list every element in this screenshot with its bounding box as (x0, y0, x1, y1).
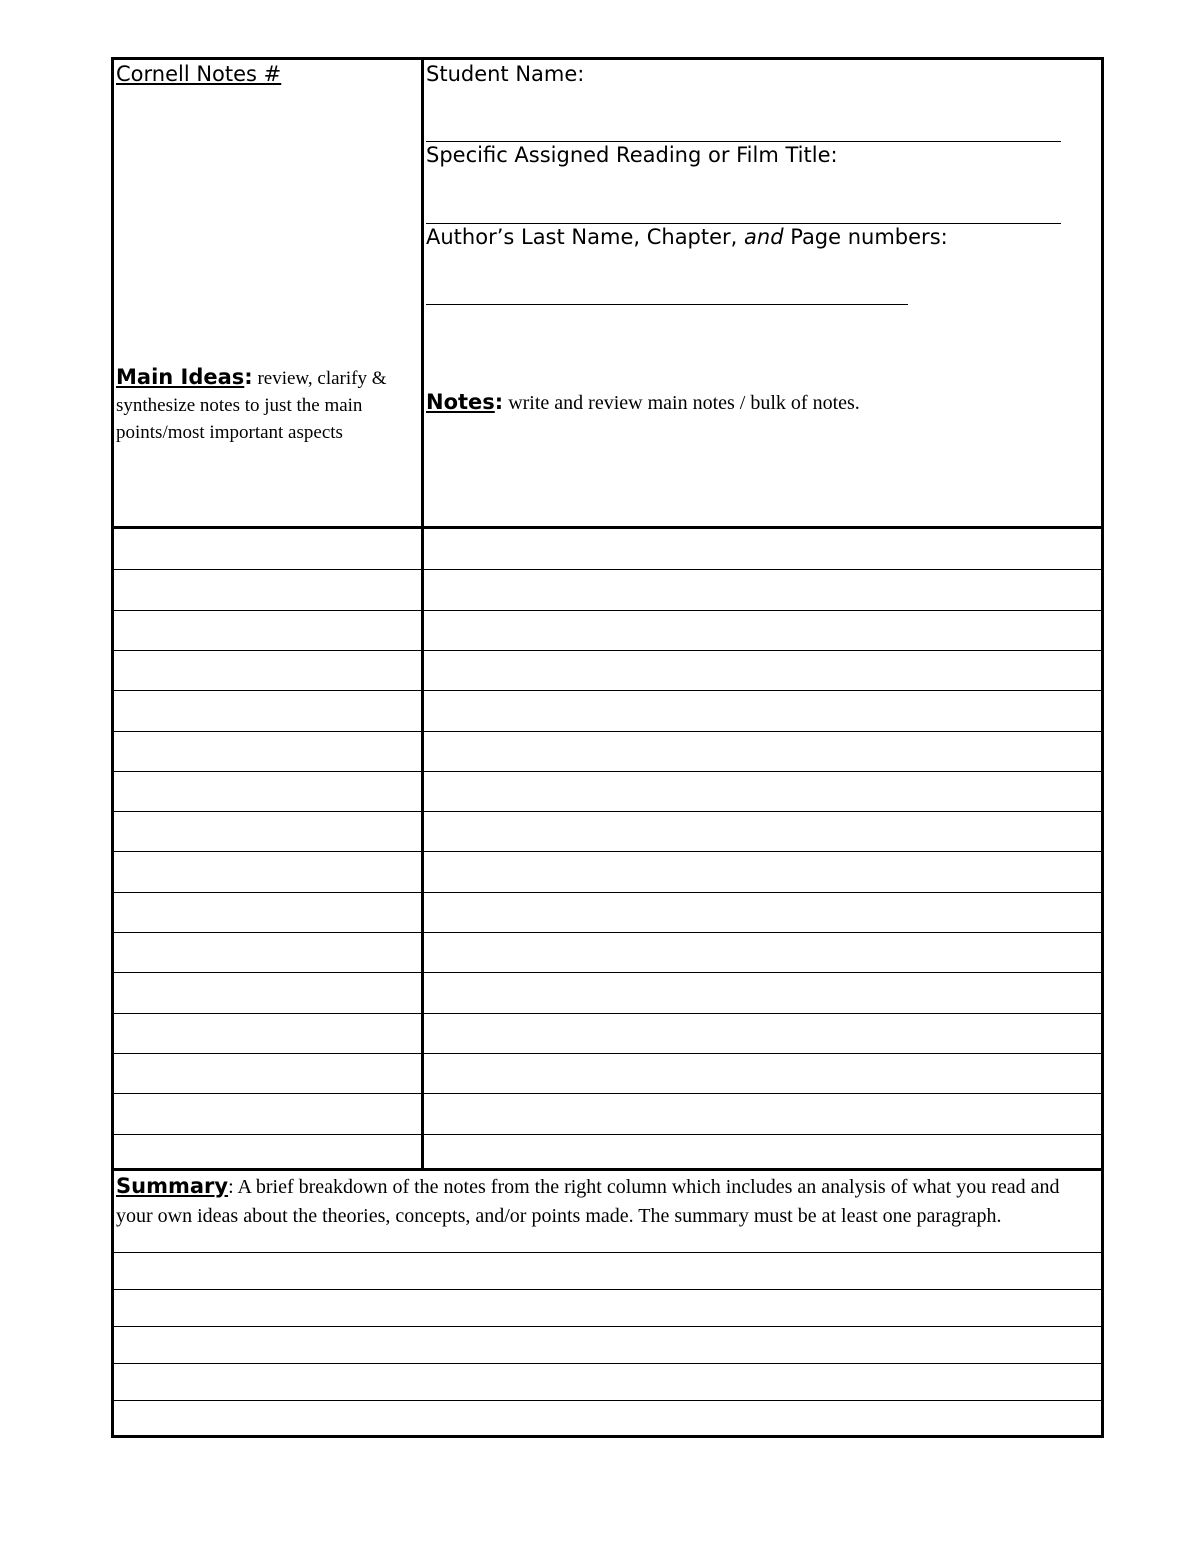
main-ideas-text: review, clarify & synthesize notes to just the main points/most important aspects (116, 368, 387, 443)
notes-rule-line-right (424, 1013, 1101, 1014)
notes-rule-line-right (424, 1134, 1101, 1135)
summary-rule-line (114, 1252, 1101, 1253)
notes-rule-line-right (424, 569, 1101, 570)
main-ideas-colon: : (244, 365, 253, 389)
notes-rule-line-right (424, 650, 1101, 651)
cue-column-header (114, 60, 421, 526)
notes-rule-line-right (424, 811, 1101, 812)
main-ideas-instruction (116, 364, 420, 446)
notes-rule-line-left (114, 851, 421, 852)
notes-rule-line-left (114, 650, 421, 651)
column-divider (421, 60, 424, 1168)
notes-rule-line-left (114, 892, 421, 893)
notes-heading: Notes (426, 390, 495, 414)
notes-rule-line-left (114, 1134, 421, 1135)
notes-rule-line-left (114, 811, 421, 812)
author-label-suffix: Page numbers: (783, 225, 948, 249)
cornell-notes-title: Cornell Notes # (116, 62, 282, 86)
author-label-and: and (744, 225, 784, 249)
summary-divider (114, 1168, 1101, 1171)
notes-rule-line-right (424, 1053, 1101, 1054)
student-name-line[interactable] (426, 141, 1061, 142)
notes-rule-line-left (114, 610, 421, 611)
main-ideas-heading: Main Ideas (116, 365, 245, 389)
header-divider (114, 526, 1101, 529)
notes-rule-line-right (424, 932, 1101, 933)
notes-rule-line-right (424, 972, 1101, 973)
notes-rule-line-left (114, 932, 421, 933)
author-line[interactable] (426, 304, 908, 305)
notes-rule-line-right (424, 690, 1101, 691)
notes-rule-line-right (424, 1093, 1101, 1094)
notes-rule-line-left (114, 1013, 421, 1014)
summary-text: : A brief breakdown of the notes from the right column which includes an analysis of what you read and your own ideas about the theories, concepts, and/or points made. The summary must be at least one paragraph. (116, 1176, 1060, 1227)
summary-heading: Summary (116, 1174, 229, 1198)
notes-colon: : (494, 390, 504, 414)
notes-instruction (426, 390, 860, 415)
reading-title-label: Specific Assigned Reading or Film Title: (426, 143, 838, 167)
notes-rule-line-left (114, 569, 421, 570)
summary-rule-line (114, 1363, 1101, 1364)
notes-rule-line-right (424, 771, 1101, 772)
notes-rule-line-right (424, 892, 1101, 893)
notes-rule-line-left (114, 690, 421, 691)
notes-rule-line-left (114, 972, 421, 973)
notes-rule-line-left (114, 1053, 421, 1054)
notes-rule-line-left (114, 731, 421, 732)
notes-text: write and review main notes / bulk of notes. (503, 392, 860, 414)
notes-rule-line-right (424, 610, 1101, 611)
notes-rule-line-right (424, 731, 1101, 732)
summary-rule-line (114, 1326, 1101, 1327)
summary-rule-line (114, 1400, 1101, 1401)
summary-rule-line (114, 1289, 1101, 1290)
student-name-label: Student Name: (426, 62, 585, 86)
cornell-notes-sheet (111, 57, 1104, 1438)
author-label-prefix: Author’s Last Name, Chapter, (426, 225, 745, 249)
notes-rule-line-left (114, 771, 421, 772)
reading-title-line[interactable] (426, 223, 1061, 224)
summary-instruction (116, 1172, 1100, 1231)
author-label (426, 225, 948, 249)
notes-rule-line-left (114, 1093, 421, 1094)
notes-rule-line-right (424, 851, 1101, 852)
